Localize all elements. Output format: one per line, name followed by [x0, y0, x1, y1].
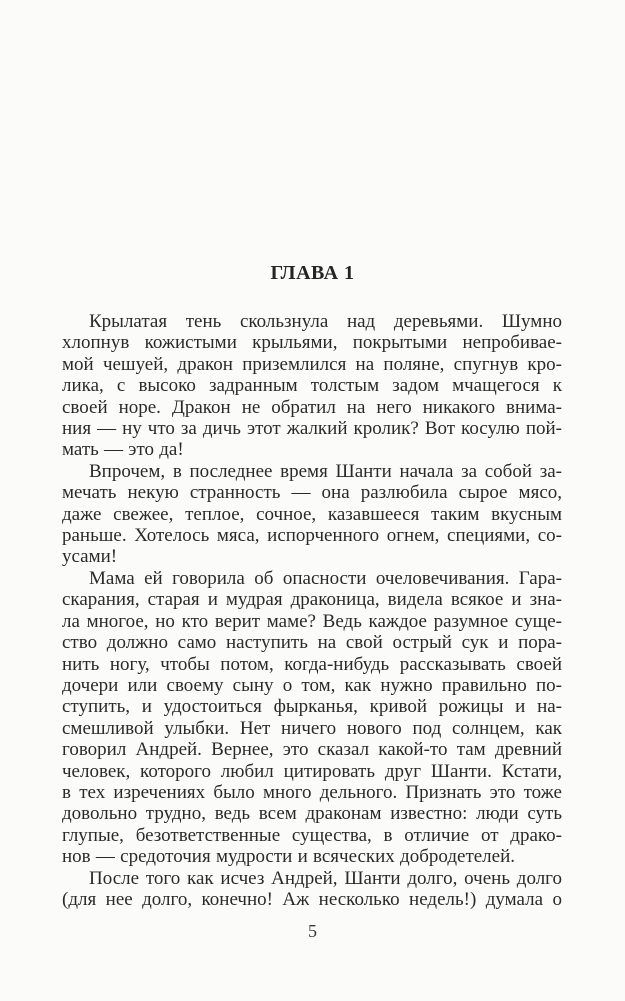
text-line: своей норе. Дракон не обратил на него никакого внима- [62, 396, 562, 418]
text-line: После того как исчез Андрей, Шанти долго, очень долго [89, 867, 562, 889]
text-line: мечать некую странность — она разлюбила сырое мясо, [62, 482, 562, 504]
paragraph [62, 568, 562, 868]
text-line: довольно трудно, ведь всем драконам известно: люди суть [62, 803, 562, 825]
text-line: ступить, и удостоиться фырканья, кривой рожицы и на- [62, 696, 562, 718]
text-line: мать — это да! [62, 439, 184, 461]
text-line: ство должно само наступить на свой острый сук и пора- [62, 632, 562, 654]
text-line: скарания, старая и мудрая драконица, видела всякое и зна- [62, 589, 562, 611]
chapter-title: ГЛАВА 1 [270, 262, 355, 284]
paragraph [62, 311, 562, 461]
text-line: ла многое, но кто верит маме? Ведь каждое разумное суще- [62, 610, 562, 632]
text-line: говорил Андрей. Вернее, это сказал какой-то там древний [62, 739, 562, 761]
text-line: даже свежее, теплое, сочное, казавшееся таким вкусным [62, 503, 562, 525]
text-line: дочери или своему сыну о том, как нужно правильно по- [62, 674, 562, 696]
text-line: глупые, безответственные существа, в отличие от драко- [62, 824, 562, 846]
text-line: хлопнув кожистыми крыльями, покрытыми непробивае- [62, 332, 562, 354]
paragraph [62, 868, 562, 911]
text-line: Впрочем, в последнее время Шанти начала за собой за- [89, 460, 562, 482]
text-line: человек, которого любил цитировать друг Шанти. Кстати, [62, 760, 562, 782]
text-line: нить ногу, чтобы потом, когда-нибудь рассказывать своей [62, 653, 562, 675]
text-block [62, 311, 562, 910]
text-line: в тех изречениях было много дельного. Признать это тоже [62, 781, 562, 803]
text-line: ния — ну что за дичь этот жалкий кролик? Вот косулю пой- [62, 418, 562, 440]
text-line: усами! [62, 546, 118, 568]
text-line: мой чешуей, дракон приземлился на поляне, спугнув кро- [62, 353, 562, 375]
text-line: лика, с высоко задранным толстым задом мчащегося к [62, 375, 562, 397]
text-line: смешливой улыбки. Нет ничего нового под солнцем, как [62, 717, 562, 739]
text-line: раньше. Хотелось мяса, испорченного огнем, специями, со- [62, 525, 562, 547]
paragraph [62, 461, 562, 568]
page-number: 5 [308, 921, 317, 941]
text-line: Мама ей говорила об опасности очеловечивания. Гара- [89, 567, 562, 589]
text-line: Крылатая тень скользнула над деревьями. Шумно [89, 311, 562, 332]
text-line: нов — средоточия мудрости и всяческих добродетелей. [62, 846, 516, 868]
text-line: (для нее долго, конечно! Аж несколько недель!) думала о [62, 888, 562, 910]
